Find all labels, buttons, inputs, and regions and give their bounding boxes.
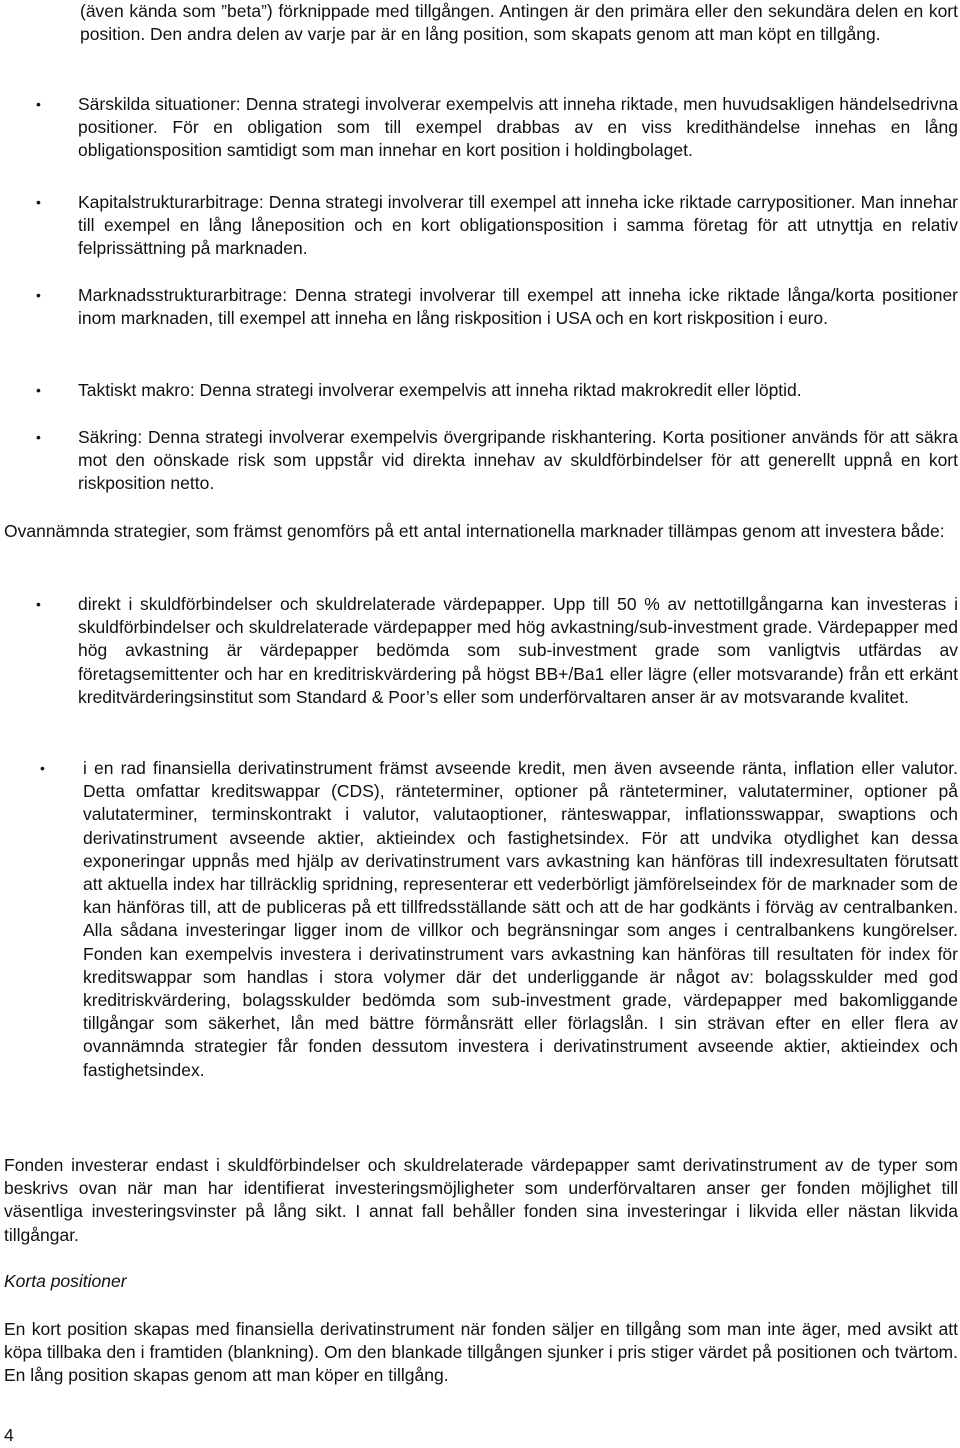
bullet-text: direkt i skuldförbindelser och skuldrelaterade värdepapper. Upp till 50 % av nettotillgångarna kan investeras i skuldförbindelser och skuldrelaterade värdepapper med hög avkastning/sub-investment grade. Värdepapper med hög avkastning är värdepapper bedömda som sub-investment grade som vanligtvis utfärdas av företagsemittenter och har en kreditriskvärdering på högst BB+/Ba1 eller lägre (eller motsvarande) från ett erkänt kreditvärderingsinstitut som Standard & Poor’s eller som underförvaltaren anser är av motsvarande kvalitet. [78,594,958,707]
bullet-icon: • [36,287,41,303]
page-number: 4 [4,1425,14,1445]
continuation-paragraph: (även kända som ”beta”) förknippade med tillgången. Antingen är den primära eller den sekundära delen en kort position. Den andra delen av varje par är en lång position, som skapats genom att man köpt en tillgång. [80,1,958,45]
bullet-text: Särskilda situationer: Denna strategi involverar exempelvis att inneha riktade, men huvudsakligen händelsedrivna positioner. För en obligation som till exempel drabbas av en viss kredithändelse innehas en lång obligationsposition samtidigt som man innehar en kort position i holdingbolaget. [78,94,958,161]
bullet-text: Kapitalstrukturarbitrage: Denna strategi involverar till exempel att inneha icke riktade carrypositioner. Man innehar till exempel en lång låneposition och en kort obligationsposition i samma företag för att utnyttja en relativ felprissättning på marknaden. [78,192,958,259]
bullet-icon: • [40,760,45,776]
bullet-text: i en rad finansiella derivatinstrument främst avseende kredit, men även avseende ränta, inflation eller valutor. Detta omfattar kreditswappar (CDS), ränteterminer, optioner på ränteterminer, valutaterminer, optioner på valutaterminer, terminskontrakt i valutor, valutaoptioner, ränteswappar, inflationsswappar, swaptions och derivatinstrument avseende aktier, aktieindex och fastighetsindex. För att undvika otydlighet kan dessa exponeringar uppnås med hjälp av derivatinstrument vars avkastning kan hänföras till indexresultaten förutsatt att aktuella index har tillräcklig spridning, representerar ett vederbörligt jämförelseindex för de marknader som de kan hänföras till, att de publiceras på ett tillfredsställande sätt och att de har godkänts i förväg av centralbanken. Alla sådana investeringar ligger inom de villkor och begränsningar som anges i centralbankens kungörelser. Fonden kan exempelvis investera i derivatinstrument vars avkastning kan hänföras till resultaten för index för kreditswappar som handlas i stora volymer där det underliggande är något av: bolagsskulder med god kreditriskvärdering, bolagsskulder bedömda som sub-investment grade, värdepapper med bakomliggande tillgångar som säkerhet, lån med bättre förmånsrätt eller förlagslån. I sin strävan efter en eller flera av ovannämnda strategier får fonden dessutom investera i derivatinstrument avseende aktier, aktieindex och fastighetsindex. [83,758,958,1080]
bullet-text: Taktiskt makro: Denna strategi involverar exempelvis att inneha riktad makrokredit eller löptid. [78,380,802,400]
bullet-icon: • [36,382,41,398]
bullet-icon: • [36,194,41,210]
intro-paragraph: Ovannämnda strategier, som främst genomförs på ett antal internationella marknader tillämpas genom att investera både: [4,521,945,541]
bullet-icon: • [36,429,41,445]
short-positions-heading: Korta positioner [4,1271,127,1291]
bullet-icon: • [36,596,41,612]
short-positions-paragraph: En kort position skapas med finansiella derivatinstrument när fonden säljer en tillgång som man inte äger, med avsikt att köpa tillbaka den i framtiden (blankning). Om den blankade tillgången sjunker i pris stiger värdet på positionen och tvärtom. En lång position skapas genom att man köper en tillgång. [4,1319,958,1386]
bullet-text: Säkring: Denna strategi involverar exempelvis övergripande riskhantering. Korta positioner används för att säkra mot den oönskade risk som uppstår vid direkta innehav av skuldförbindelser för att generellt uppnå en kort riskposition netto. [78,427,958,494]
bullet-icon: • [36,96,41,112]
bullet-text: Marknadsstrukturarbitrage: Denna strategi involverar till exempel att inneha icke riktade långa/korta positioner inom marknaden, till exempel att inneha en lång riskposition i USA och en kort riskposition i euro. [78,285,958,329]
fund-paragraph: Fonden investerar endast i skuldförbindelser och skuldrelaterade värdepapper samt derivatinstrument av de typer som beskrivs ovan när man har identifierat investeringsmöjligheter som underförvaltaren anser ger fonden möjlighet till väsentliga investeringsvinster på lång sikt. I annat fall behåller fonden sina investeringar i likvida eller nästan likvida tillgångar. [4,1155,958,1245]
